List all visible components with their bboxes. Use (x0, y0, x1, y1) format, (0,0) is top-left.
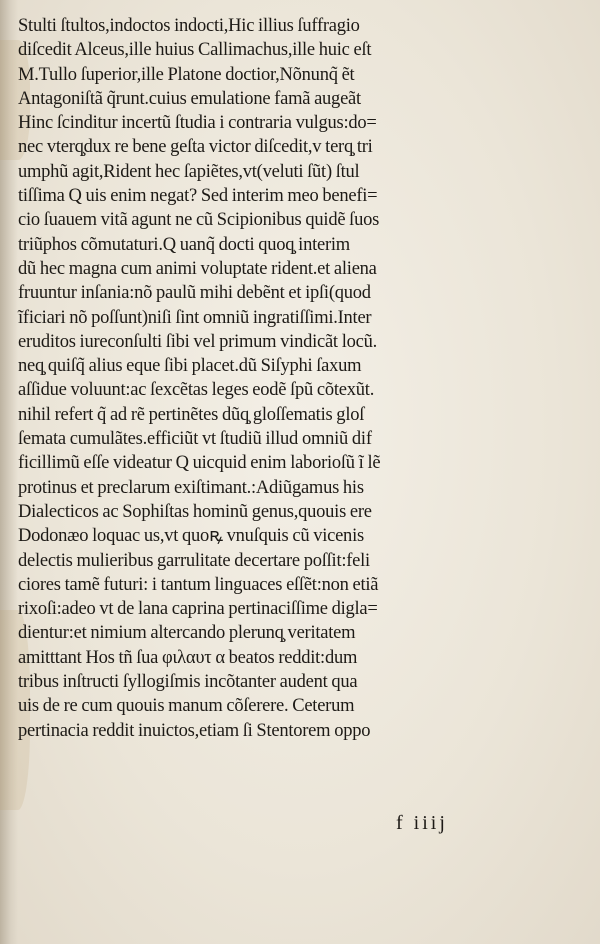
text-line: nihil refert q̃ ad rẽ pertinẽtes dũq̧ gloſſematis gloſ (18, 403, 365, 425)
text-line: diſcedit Alceus,ille huius Callimachus,ille huic eſt (18, 39, 372, 61)
text-line: Hinc ſcinditur incertũ ſtudia i contraria vulgus:do= (18, 112, 377, 134)
text-line: umphũ agit,Rident hec ſapiẽtes,vt(veluti ſũt) ſtul (18, 160, 360, 182)
text-line: protinus et preclarum exiſtimant.:Adiũgamus his (18, 476, 364, 498)
text-line: tribus inſtructi ſyllogiſmis incõtanter audent qua (18, 671, 358, 693)
text-line: rixoſi:adeo vt de lana caprina pertinaciſſime digla= (18, 598, 378, 620)
text-line: uis de re cum quouis manum cõſerere. Ceterum (18, 695, 355, 717)
text-line: nec vterq̧dux re bene geſta victor diſcedit,v terq̧ tri (18, 136, 373, 158)
text-line: Dodonæo loquac us,vt quoꝶ vnuſquis cũ vicenis (18, 525, 364, 547)
text-line: ĩficiari nõ poſſunt)niſi ſint omniũ ingratiſſimi.Inter (18, 306, 372, 328)
text-line: M.Tullo ſuperior,ille Platone doctior,Nõnunq̃ ẽt (18, 63, 355, 85)
text-line: Dialecticos ac Sophiſtas hominũ genus,quouis ere (18, 500, 372, 522)
text-line: triũphos cõmutaturi.Q uanq̃ docti quoq̧ interim (18, 233, 350, 255)
text-line: dientur:et nimium altercando plerunq̧ veritatem (18, 622, 356, 644)
text-line: cio ſuauem vitã agunt ne cũ Scipionibus quidẽ ſuos (18, 209, 380, 231)
text-line: aſſidue voluunt:ac ſexcẽtas leges eodẽ ſpũ cõtexũt. (18, 379, 375, 401)
text-line: tiſſima Q uis enim negat? Sed interim meo benefi= (18, 185, 378, 207)
text-line: ciores tamẽ futuri: i tantum linguaces eſſẽt:non etiã (18, 573, 379, 595)
text-line: amitttant Hos tñ ſua φιλαυτ α beatos reddit:dum (18, 646, 358, 668)
text-line: Antagoniſtã q̃runt.cuius emulatione famã augeãt (18, 87, 361, 109)
signature-mark: f iiij (396, 812, 448, 834)
text-line: eruditos iureconſulti ſibi vel primum vindicãt locũ. (18, 330, 377, 352)
text-line: dũ hec magna cum animi voluptate rident.et aliena (18, 257, 377, 279)
text-line: fruuntur inſania:nõ paulũ mihi debẽnt et ipſi(quod (18, 282, 371, 304)
text-line: neq̧ quiſq̃ alius eque ſibi placet.dũ Siſyphi ſaxum (18, 355, 362, 377)
text-block (18, 14, 508, 743)
text-line: Stulti ſtultos,indoctos indocti,Hic illius ſuffragio (18, 15, 360, 36)
text-line: ſemata cumulãtes.efficiũt vt ſtudiũ illud omniũ dif (18, 428, 372, 450)
text-line: pertinacia reddit inuictos,etiam ſi Stentorem oppo (18, 719, 371, 741)
text-line: delectis mulieribus garrulitate decertare poſſit:feli (18, 549, 370, 571)
text-line: ficillimũ eſſe videatur Q uicquid enim laborioſũ ĩ lẽ (18, 452, 381, 474)
